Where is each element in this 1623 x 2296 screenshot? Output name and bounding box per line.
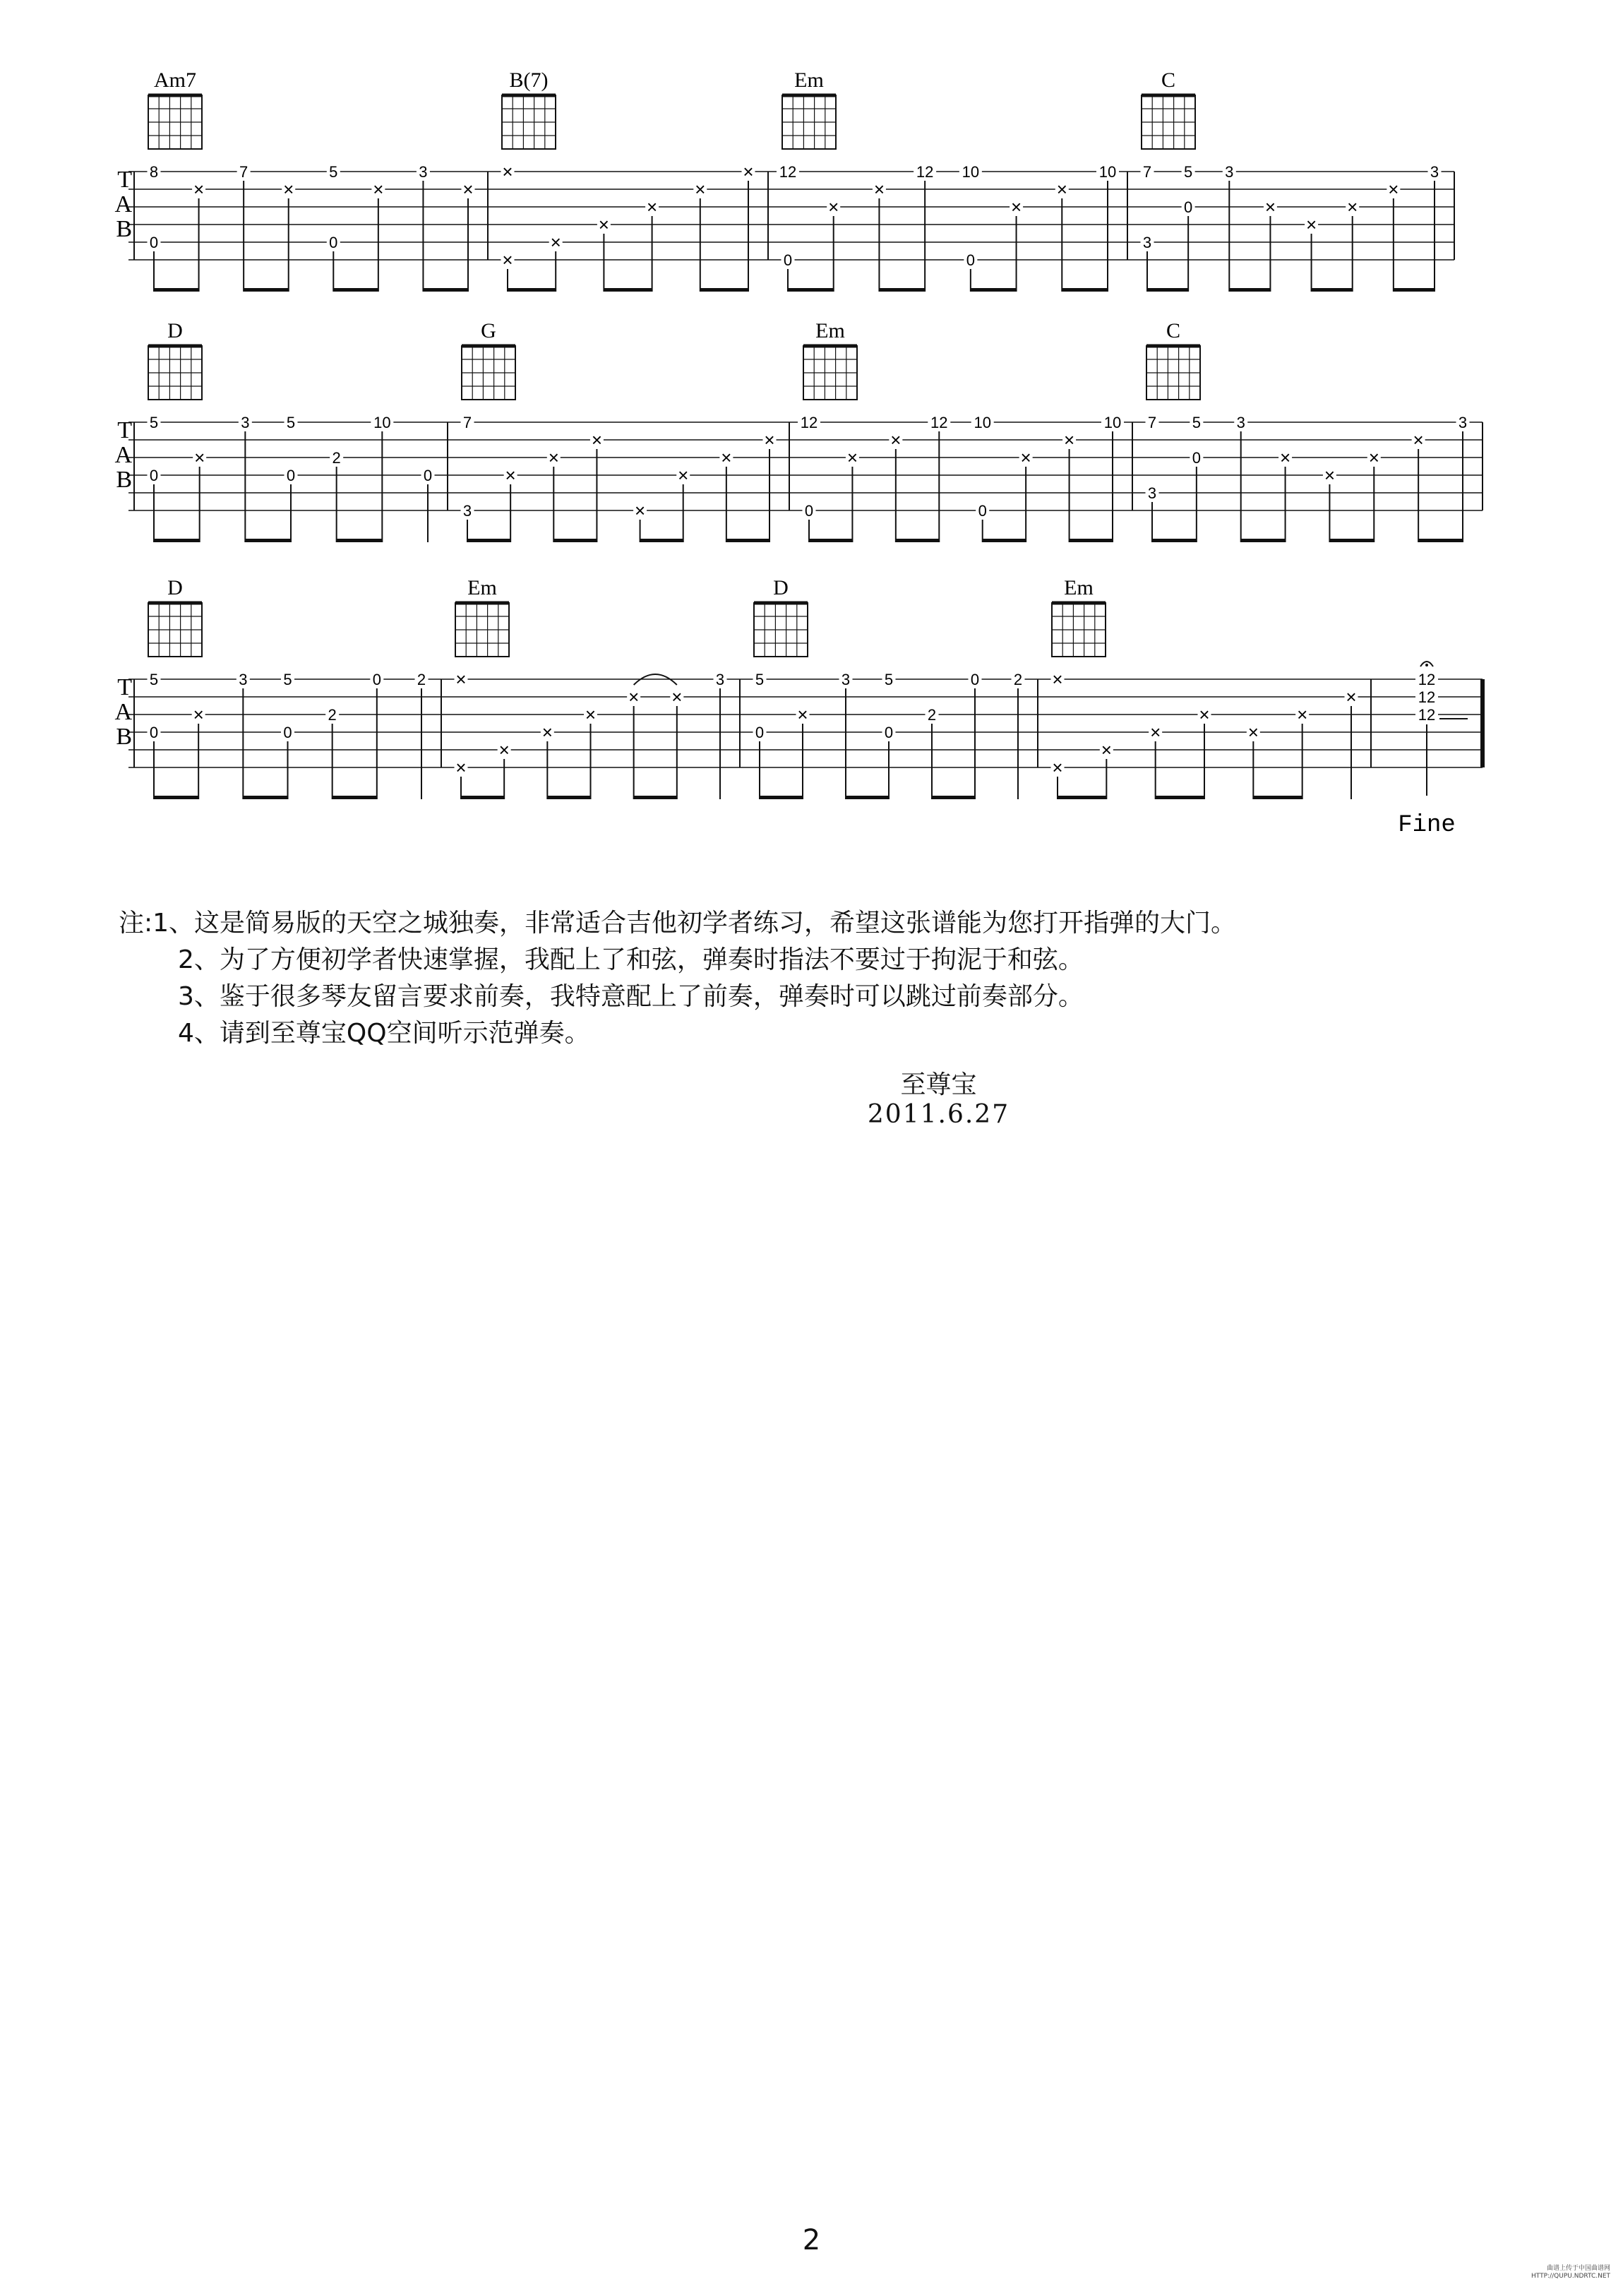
ghost-note: × bbox=[764, 429, 775, 450]
chord-name: D bbox=[773, 576, 789, 599]
ghost-note: × bbox=[585, 704, 597, 725]
beam bbox=[553, 539, 597, 542]
beam bbox=[333, 288, 378, 292]
ghost-note: × bbox=[1199, 704, 1210, 725]
fret-number: 12 bbox=[916, 163, 934, 181]
chord-name: G bbox=[481, 319, 496, 342]
signature-date: 2011.6.27 bbox=[867, 1100, 1010, 1129]
ghost-note: × bbox=[598, 214, 609, 235]
ghost-note: × bbox=[1247, 722, 1259, 743]
ghost-note: × bbox=[1101, 739, 1112, 760]
beam bbox=[1152, 539, 1197, 542]
fret-number: 2 bbox=[328, 706, 337, 724]
beam bbox=[547, 796, 590, 799]
fret-number: 0 bbox=[970, 671, 980, 688]
fret-number: 10 bbox=[974, 414, 991, 431]
fret-number: 5 bbox=[283, 671, 292, 688]
beam bbox=[604, 288, 652, 292]
fret-number: 0 bbox=[329, 234, 338, 251]
fret-number: 0 bbox=[286, 467, 296, 484]
beam bbox=[1147, 288, 1188, 292]
fret-number: 0 bbox=[149, 724, 159, 741]
fret-number: 5 bbox=[1192, 414, 1201, 431]
ghost-note: × bbox=[1052, 669, 1063, 690]
ghost-note: × bbox=[283, 179, 294, 200]
chord-name: B(7) bbox=[509, 68, 549, 92]
beam bbox=[788, 288, 834, 292]
beam bbox=[461, 796, 504, 799]
fret-number: 0 bbox=[283, 724, 292, 741]
fine-label: Fine bbox=[1398, 812, 1456, 839]
chord-name: Em bbox=[1064, 576, 1094, 599]
chord-name: D bbox=[167, 319, 183, 342]
final-bar-line bbox=[1480, 679, 1485, 767]
note-line-1 bbox=[119, 905, 1236, 942]
note-line-4: 4、请到至尊宝QQ空间听示范弹奏。 bbox=[178, 1019, 590, 1048]
chord-name: C bbox=[1161, 68, 1176, 92]
tab-clef-t: T bbox=[117, 417, 132, 443]
ghost-note: × bbox=[505, 465, 516, 486]
notes-block bbox=[119, 905, 1236, 1052]
beam bbox=[1062, 288, 1108, 292]
page-number: 2 bbox=[802, 2224, 821, 2256]
fret-number: 10 bbox=[1103, 414, 1122, 431]
beam bbox=[154, 539, 200, 542]
fret-number: 12 bbox=[1418, 671, 1436, 688]
beam bbox=[154, 288, 199, 292]
fret-number: 7 bbox=[1142, 163, 1152, 181]
chord-name: D bbox=[167, 576, 183, 599]
fret-number: 7 bbox=[1147, 414, 1157, 431]
ghost-note: × bbox=[1324, 465, 1336, 486]
fret-number: 0 bbox=[978, 502, 987, 520]
ghost-note: × bbox=[1305, 214, 1317, 235]
fret-number: 3 bbox=[1147, 484, 1157, 502]
tab-clef-a: A bbox=[114, 191, 132, 217]
fret-number: 7 bbox=[239, 163, 248, 181]
beam bbox=[1253, 796, 1302, 799]
ghost-note: × bbox=[1388, 179, 1399, 200]
fret-number: 12 bbox=[930, 414, 948, 431]
fret-number: 0 bbox=[755, 724, 765, 741]
ghost-note: × bbox=[1347, 196, 1358, 217]
ghost-note: × bbox=[1063, 429, 1075, 450]
chord-name: Am7 bbox=[154, 68, 196, 92]
ghost-note: × bbox=[678, 465, 689, 486]
chord-name: Em bbox=[815, 319, 845, 342]
watermark-line-1: 曲谱上传于中国曲谱网 bbox=[1546, 2265, 1610, 2272]
beam bbox=[1418, 539, 1463, 542]
fret-number: 0 bbox=[884, 724, 894, 741]
fret-number: 3 bbox=[715, 671, 725, 688]
fret-number: 12 bbox=[1418, 706, 1436, 724]
ghost-note: × bbox=[890, 429, 902, 450]
chord-name: Em bbox=[467, 576, 497, 599]
beam bbox=[846, 796, 889, 799]
ghost-note: × bbox=[1020, 447, 1031, 468]
ghost-note: × bbox=[1368, 447, 1379, 468]
ghost-note: × bbox=[1010, 196, 1022, 217]
fret-number: 12 bbox=[779, 163, 797, 181]
ghost-note: × bbox=[721, 447, 732, 468]
fret-number: 10 bbox=[373, 414, 391, 431]
fret-number: 5 bbox=[286, 414, 296, 431]
beam bbox=[700, 288, 748, 292]
note-line-2: 2、为了方便初学者快速掌握，我配上了和弦，弹奏时指法不要过于拘泥于和弦。 bbox=[178, 945, 1084, 974]
beam bbox=[333, 796, 377, 799]
tab-sheet bbox=[0, 0, 1623, 890]
tab-clef-t: T bbox=[117, 167, 132, 193]
fret-number: 0 bbox=[372, 671, 381, 688]
fret-number: 0 bbox=[1184, 198, 1193, 216]
ghost-note: × bbox=[828, 196, 839, 217]
fret-number: 2 bbox=[417, 671, 426, 688]
fret-number: 0 bbox=[966, 251, 975, 269]
beam bbox=[243, 796, 287, 799]
ghost-note: × bbox=[1346, 686, 1357, 707]
fermata-dot bbox=[1425, 664, 1428, 666]
fret-number: 0 bbox=[783, 251, 793, 269]
fret-number: 5 bbox=[1184, 163, 1193, 181]
beam bbox=[1329, 539, 1374, 542]
beam bbox=[1312, 288, 1353, 292]
beam bbox=[245, 539, 291, 542]
fret-number: 10 bbox=[1098, 163, 1117, 181]
fret-number: 5 bbox=[329, 163, 338, 181]
fret-number: 12 bbox=[800, 414, 818, 431]
fret-number: 2 bbox=[927, 706, 937, 724]
ghost-note: × bbox=[797, 704, 808, 725]
ghost-note: × bbox=[846, 447, 858, 468]
chord-name: C bbox=[1166, 319, 1181, 342]
beam bbox=[760, 796, 803, 799]
ghost-note: × bbox=[1413, 429, 1424, 450]
ghost-note: × bbox=[671, 686, 683, 707]
fret-number: 3 bbox=[239, 671, 248, 688]
tab-clef-b: B bbox=[116, 216, 132, 242]
beam bbox=[1156, 796, 1204, 799]
beam bbox=[1058, 796, 1106, 799]
chord-name: Em bbox=[794, 68, 824, 92]
ghost-note: × bbox=[498, 739, 510, 760]
signature-name: 至尊宝 bbox=[900, 1070, 977, 1099]
beam bbox=[337, 539, 383, 542]
fret-number: 0 bbox=[149, 467, 159, 484]
fret-number: 0 bbox=[149, 234, 159, 251]
fret-number: 5 bbox=[149, 414, 159, 431]
ghost-note: × bbox=[634, 500, 646, 521]
note-line-3: 3、鉴于很多琴友留言要求前奏，我特意配上了前奏，弹奏时可以跳过前奏部分。 bbox=[178, 982, 1084, 1011]
fret-number: 3 bbox=[1225, 163, 1234, 181]
ghost-note: × bbox=[462, 179, 474, 200]
ghost-note: × bbox=[455, 757, 467, 778]
beam bbox=[423, 288, 468, 292]
beam bbox=[809, 539, 852, 542]
fret-number: 8 bbox=[149, 163, 159, 181]
ghost-note: × bbox=[502, 249, 513, 270]
tab-clef-a: A bbox=[114, 699, 132, 725]
beam bbox=[1070, 539, 1113, 542]
ghost-note: × bbox=[550, 232, 561, 253]
fret-number: 3 bbox=[1458, 414, 1468, 431]
ghost-note: × bbox=[873, 179, 885, 200]
beam bbox=[983, 539, 1026, 542]
beam bbox=[634, 796, 677, 799]
fret-number: 12 bbox=[1418, 688, 1436, 706]
ghost-note: × bbox=[695, 179, 706, 200]
fret-number: 2 bbox=[332, 449, 341, 467]
ghost-note: × bbox=[502, 161, 513, 182]
fret-number: 5 bbox=[884, 671, 894, 688]
fret-number: 3 bbox=[1236, 414, 1245, 431]
beam bbox=[154, 796, 198, 799]
tab-clef-a: A bbox=[114, 442, 132, 468]
beam bbox=[1241, 539, 1286, 542]
ghost-note: × bbox=[628, 686, 640, 707]
fret-number: 3 bbox=[241, 414, 250, 431]
ghost-note: × bbox=[591, 429, 603, 450]
fret-number: 3 bbox=[841, 671, 851, 688]
ghost-note: × bbox=[647, 196, 658, 217]
ghost-note: × bbox=[541, 722, 553, 743]
ghost-note: × bbox=[1279, 447, 1291, 468]
fret-number: 2 bbox=[1013, 671, 1023, 688]
fret-number: 7 bbox=[462, 414, 472, 431]
beam bbox=[1394, 288, 1435, 292]
note-text-1: 1、这是简易版的天空之城独奏，非常适合吉他初学者练习，希望这张谱能为您打开指弹的大门。 bbox=[152, 909, 1237, 938]
beam bbox=[932, 796, 975, 799]
fret-number: 10 bbox=[962, 163, 980, 181]
tab-clef-b: B bbox=[116, 724, 132, 750]
ghost-note: × bbox=[455, 669, 467, 690]
ghost-note: × bbox=[1052, 757, 1063, 778]
ghost-note: × bbox=[193, 179, 205, 200]
beam bbox=[879, 288, 925, 292]
beam bbox=[726, 539, 769, 542]
ghost-note: × bbox=[1150, 722, 1161, 743]
fret-number: 3 bbox=[1430, 163, 1439, 181]
watermark bbox=[1531, 2265, 1610, 2280]
fret-number: 5 bbox=[755, 671, 765, 688]
fret-number: 0 bbox=[804, 502, 814, 520]
ghost-note: × bbox=[373, 179, 384, 200]
beam bbox=[467, 539, 510, 542]
ghost-note: × bbox=[193, 704, 204, 725]
ghost-note: × bbox=[1297, 704, 1308, 725]
watermark-line-2: HTTP://QUPU.NDRTC.NET bbox=[1531, 2273, 1610, 2280]
beam bbox=[971, 288, 1017, 292]
ghost-note: × bbox=[743, 161, 754, 182]
fret-number: 3 bbox=[1142, 234, 1152, 251]
fret-number: 3 bbox=[462, 502, 472, 520]
beam bbox=[508, 288, 556, 292]
fret-number: 5 bbox=[149, 671, 159, 688]
ghost-note: × bbox=[548, 447, 559, 468]
tab-clef-b: B bbox=[116, 467, 132, 493]
ghost-note: × bbox=[194, 447, 205, 468]
beam bbox=[640, 539, 683, 542]
notes-prefix: 注: bbox=[119, 909, 153, 938]
beam bbox=[244, 288, 289, 292]
ghost-note: × bbox=[1056, 179, 1067, 200]
fret-number: 0 bbox=[423, 467, 433, 484]
tab-clef-t: T bbox=[117, 674, 132, 700]
ghost-note: × bbox=[1264, 196, 1276, 217]
fret-number: 3 bbox=[419, 163, 428, 181]
beam bbox=[896, 539, 939, 542]
fret-number: 0 bbox=[1192, 449, 1201, 467]
beam bbox=[1229, 288, 1270, 292]
